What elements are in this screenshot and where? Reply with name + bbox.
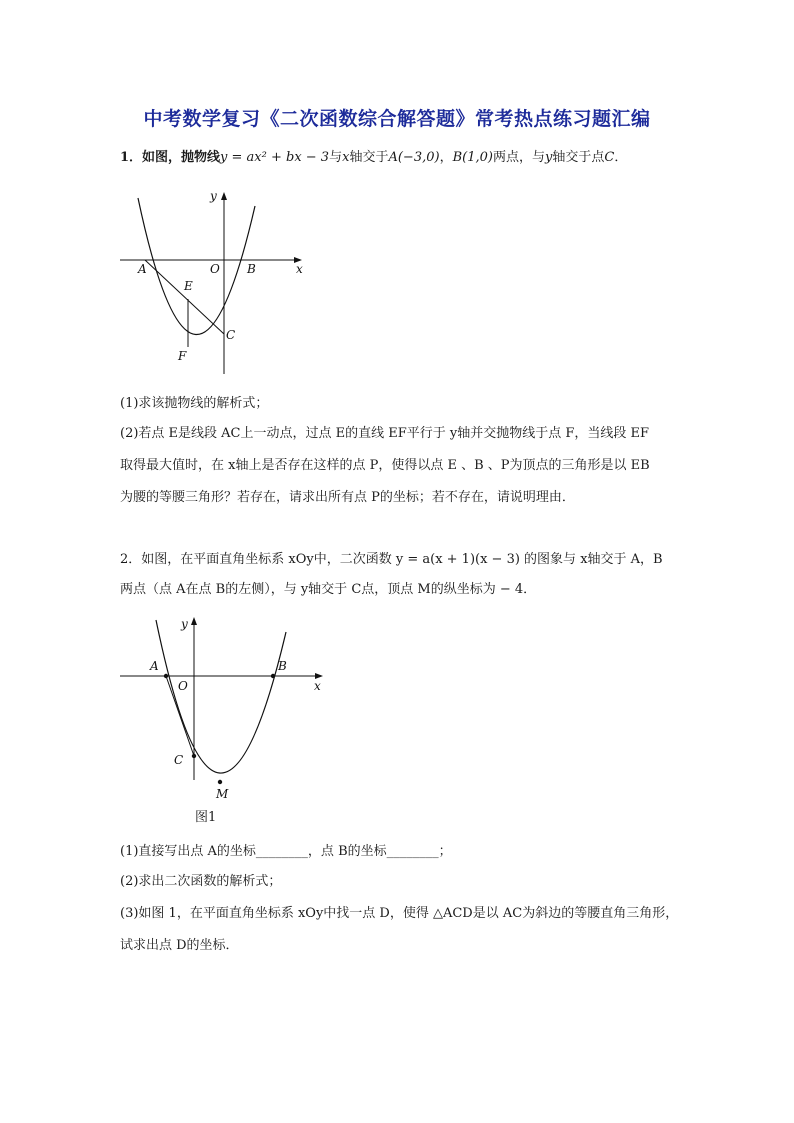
q1-part2-line1: (2)若点 E是线段 AC上一动点，过点 E的直线 EF平行于 y轴并交抛物线于点 F，当线段 EF [120,426,650,441]
q2-part1: (1)直接写出点 A的坐标________，点 B的坐标________； [120,844,452,859]
q2-label-m: M [216,787,229,801]
q2-y-arrow-icon [191,617,197,625]
q2-label-a: A [150,659,159,673]
q2-figure-caption: 图1 [195,810,217,825]
q1-parabola-eq: y = ax² + bx − 3 [220,150,330,165]
q2-point-b [271,674,275,678]
q1-label-o: O [210,262,220,276]
q1-label-b: B [247,262,256,276]
q1-point-c: C [604,150,615,165]
q1-label-e: E [184,279,193,293]
q1-stem [120,148,680,168]
q1-label-c: C [226,328,236,342]
q1-y-var: y [544,150,553,165]
q2-figure [118,612,338,802]
q1-label-a: A [138,262,147,276]
page-title: 中考数学复习《二次函数综合解答题》常考热点练习题汇编 [143,108,651,130]
q1-stem-text: 轴交于 [349,150,389,165]
q1-label-x: x [296,262,303,276]
q1-stem-text: ． [614,150,628,165]
q2-parabola [156,620,286,773]
q2-part3-line2: 试求出点 D的坐标． [120,938,239,953]
q1-stem-text: 轴交于点 [552,150,605,165]
q1-part2-line2: 取得最大值时，在 x轴上是否存在这样的点 P，使得以点 E 、B 、P为顶点的三角形是以 EB [120,458,650,473]
q1-stem-text: ， [439,150,453,165]
q2-point-m [218,780,222,784]
q1-point-b: B(1,0) [452,150,493,165]
q1-figure [118,182,318,382]
q1-stem-text: 与 [329,150,343,165]
q1-point-a: A(−3,0) [388,150,440,165]
q2-label-o: O [178,679,188,693]
q2-part2: (2)求出二次函数的解析式； [120,874,282,889]
q2-label-b: B [278,659,287,673]
q1-stem-text: 两点，与 [492,150,545,165]
q1-label-y: y [210,189,217,203]
q1-label-f: F [178,349,187,363]
q1-part2-line3: 为腰的等腰三角形？若存在，请求出所有点 P的坐标；若不存在，请说明理由． [120,490,575,505]
q1-y-arrow-icon [221,192,227,200]
q2-label-x: x [314,679,321,693]
q2-label-c: C [174,753,184,767]
q2-label-y: y [181,617,188,631]
q2-stem-line1: 2．如图，在平面直角坐标系 xOy中，二次函数 y = a(x + 1)(x − 3) 的图象与 x轴交于 A，B [120,552,663,567]
q2-part3-line1: (3)如图 1，在平面直角坐标系 xOy中找一点 D，使得 △ACD是以 AC为斜边的等腰直角三角形， [120,906,679,921]
q1-x-var: x [342,150,350,165]
q2-point-a [164,674,168,678]
q1-parabola [138,198,255,335]
q1-stem-lead: 1．如图，抛物线 [120,150,221,165]
q1-part1: (1)求该抛物线的解析式； [120,396,269,411]
q2-stem-line2: 两点（点 A在点 B的左侧），与 y轴交于 C点，顶点 M的纵坐标为 − 4． [120,582,537,597]
q2-point-c [192,754,196,758]
